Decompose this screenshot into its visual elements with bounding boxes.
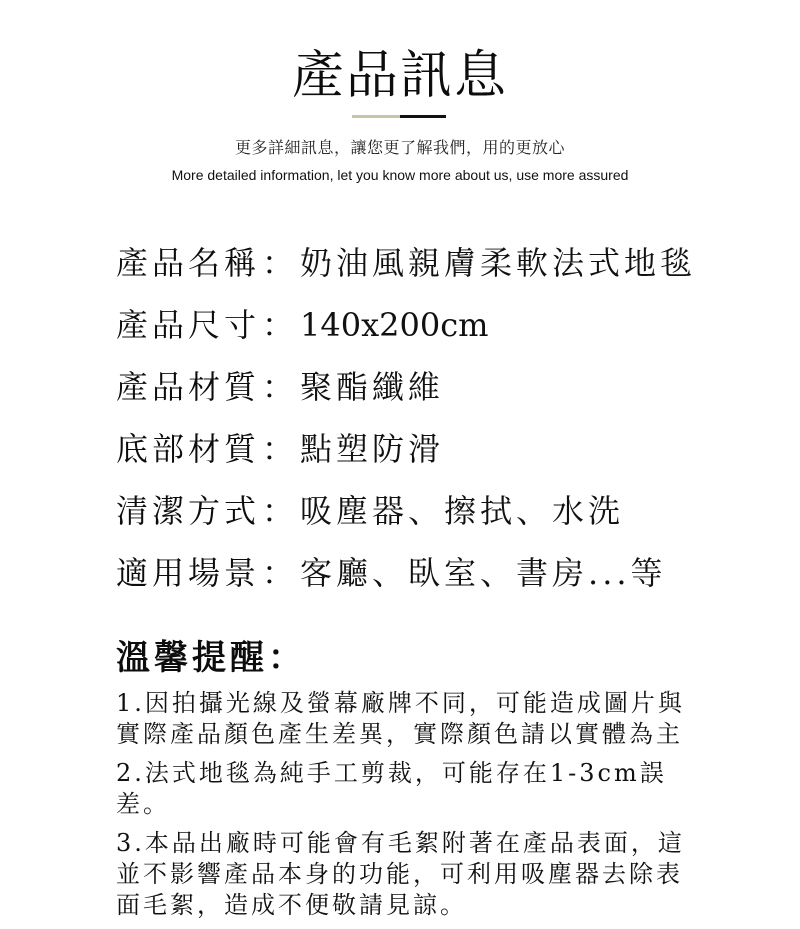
spec-separator: ： (262, 368, 295, 406)
spec-row-bottom-material (116, 418, 756, 480)
spec-value: 140x200cm (300, 306, 489, 344)
note-line: 1.因拍攝光線及螢幕廠牌不同，可能造成圖片與 (116, 689, 685, 717)
spec-separator: ： (262, 244, 295, 282)
spec-value: 奶油風親膚柔軟法式地毯 (300, 244, 697, 282)
spec-value: 點塑防滑 (300, 430, 445, 468)
spec-separator: ： (262, 306, 295, 344)
note-item-2 (116, 758, 716, 820)
spec-label: 產品尺寸 (116, 306, 261, 344)
note-item-1 (116, 688, 716, 750)
note-line: 3.本品出廠時可能會有毛絮附著在產品表面，這 (116, 829, 685, 857)
product-specs (116, 232, 756, 604)
note-line: 面毛絮，造成不便敬請見諒。 (116, 891, 467, 919)
spec-value: 客廳、臥室、書房...等 (300, 554, 667, 592)
divider-accent-segment (352, 115, 400, 118)
spec-row-cleaning-method (116, 480, 756, 542)
spec-row-product-size (116, 294, 756, 356)
note-line: 並不影響產品本身的功能，可利用吸塵器去除表 (116, 860, 683, 888)
subtitle-english: More detailed information, let you know more about us, use more assured (171, 167, 629, 183)
note-line: 實際產品顏色產生差異，實際顏色請以實體為主 (116, 720, 683, 748)
divider-dark-segment (400, 115, 446, 118)
spec-label: 產品名稱 (116, 244, 261, 282)
title-divider (352, 115, 446, 118)
spec-value: 吸塵器、擦拭、水洗 (300, 492, 625, 530)
spec-row-product-material (116, 356, 756, 418)
spec-value: 聚酯纖維 (300, 368, 445, 406)
spec-label: 適用場景 (116, 554, 261, 592)
page-title: 產品訊息 (291, 46, 508, 106)
spec-label: 底部材質 (116, 430, 261, 468)
spec-row-product-name (116, 232, 756, 294)
reminder-notes (116, 632, 716, 929)
spec-label: 產品材質 (116, 368, 261, 406)
spec-label: 清潔方式 (116, 492, 261, 530)
notes-title: 溫馨提醒： (116, 638, 306, 678)
note-line: 2.法式地毯為純手工剪裁，可能存在1-3cm誤差。 (116, 759, 667, 818)
spec-row-usage-scenario (116, 542, 756, 604)
spec-separator: ： (262, 492, 295, 530)
spec-separator: ： (262, 430, 295, 468)
spec-separator: ： (262, 554, 295, 592)
note-item-3 (116, 828, 716, 921)
subtitle-chinese: 更多詳細訊息，讓您更了解我們，用的更放心 (234, 138, 565, 157)
